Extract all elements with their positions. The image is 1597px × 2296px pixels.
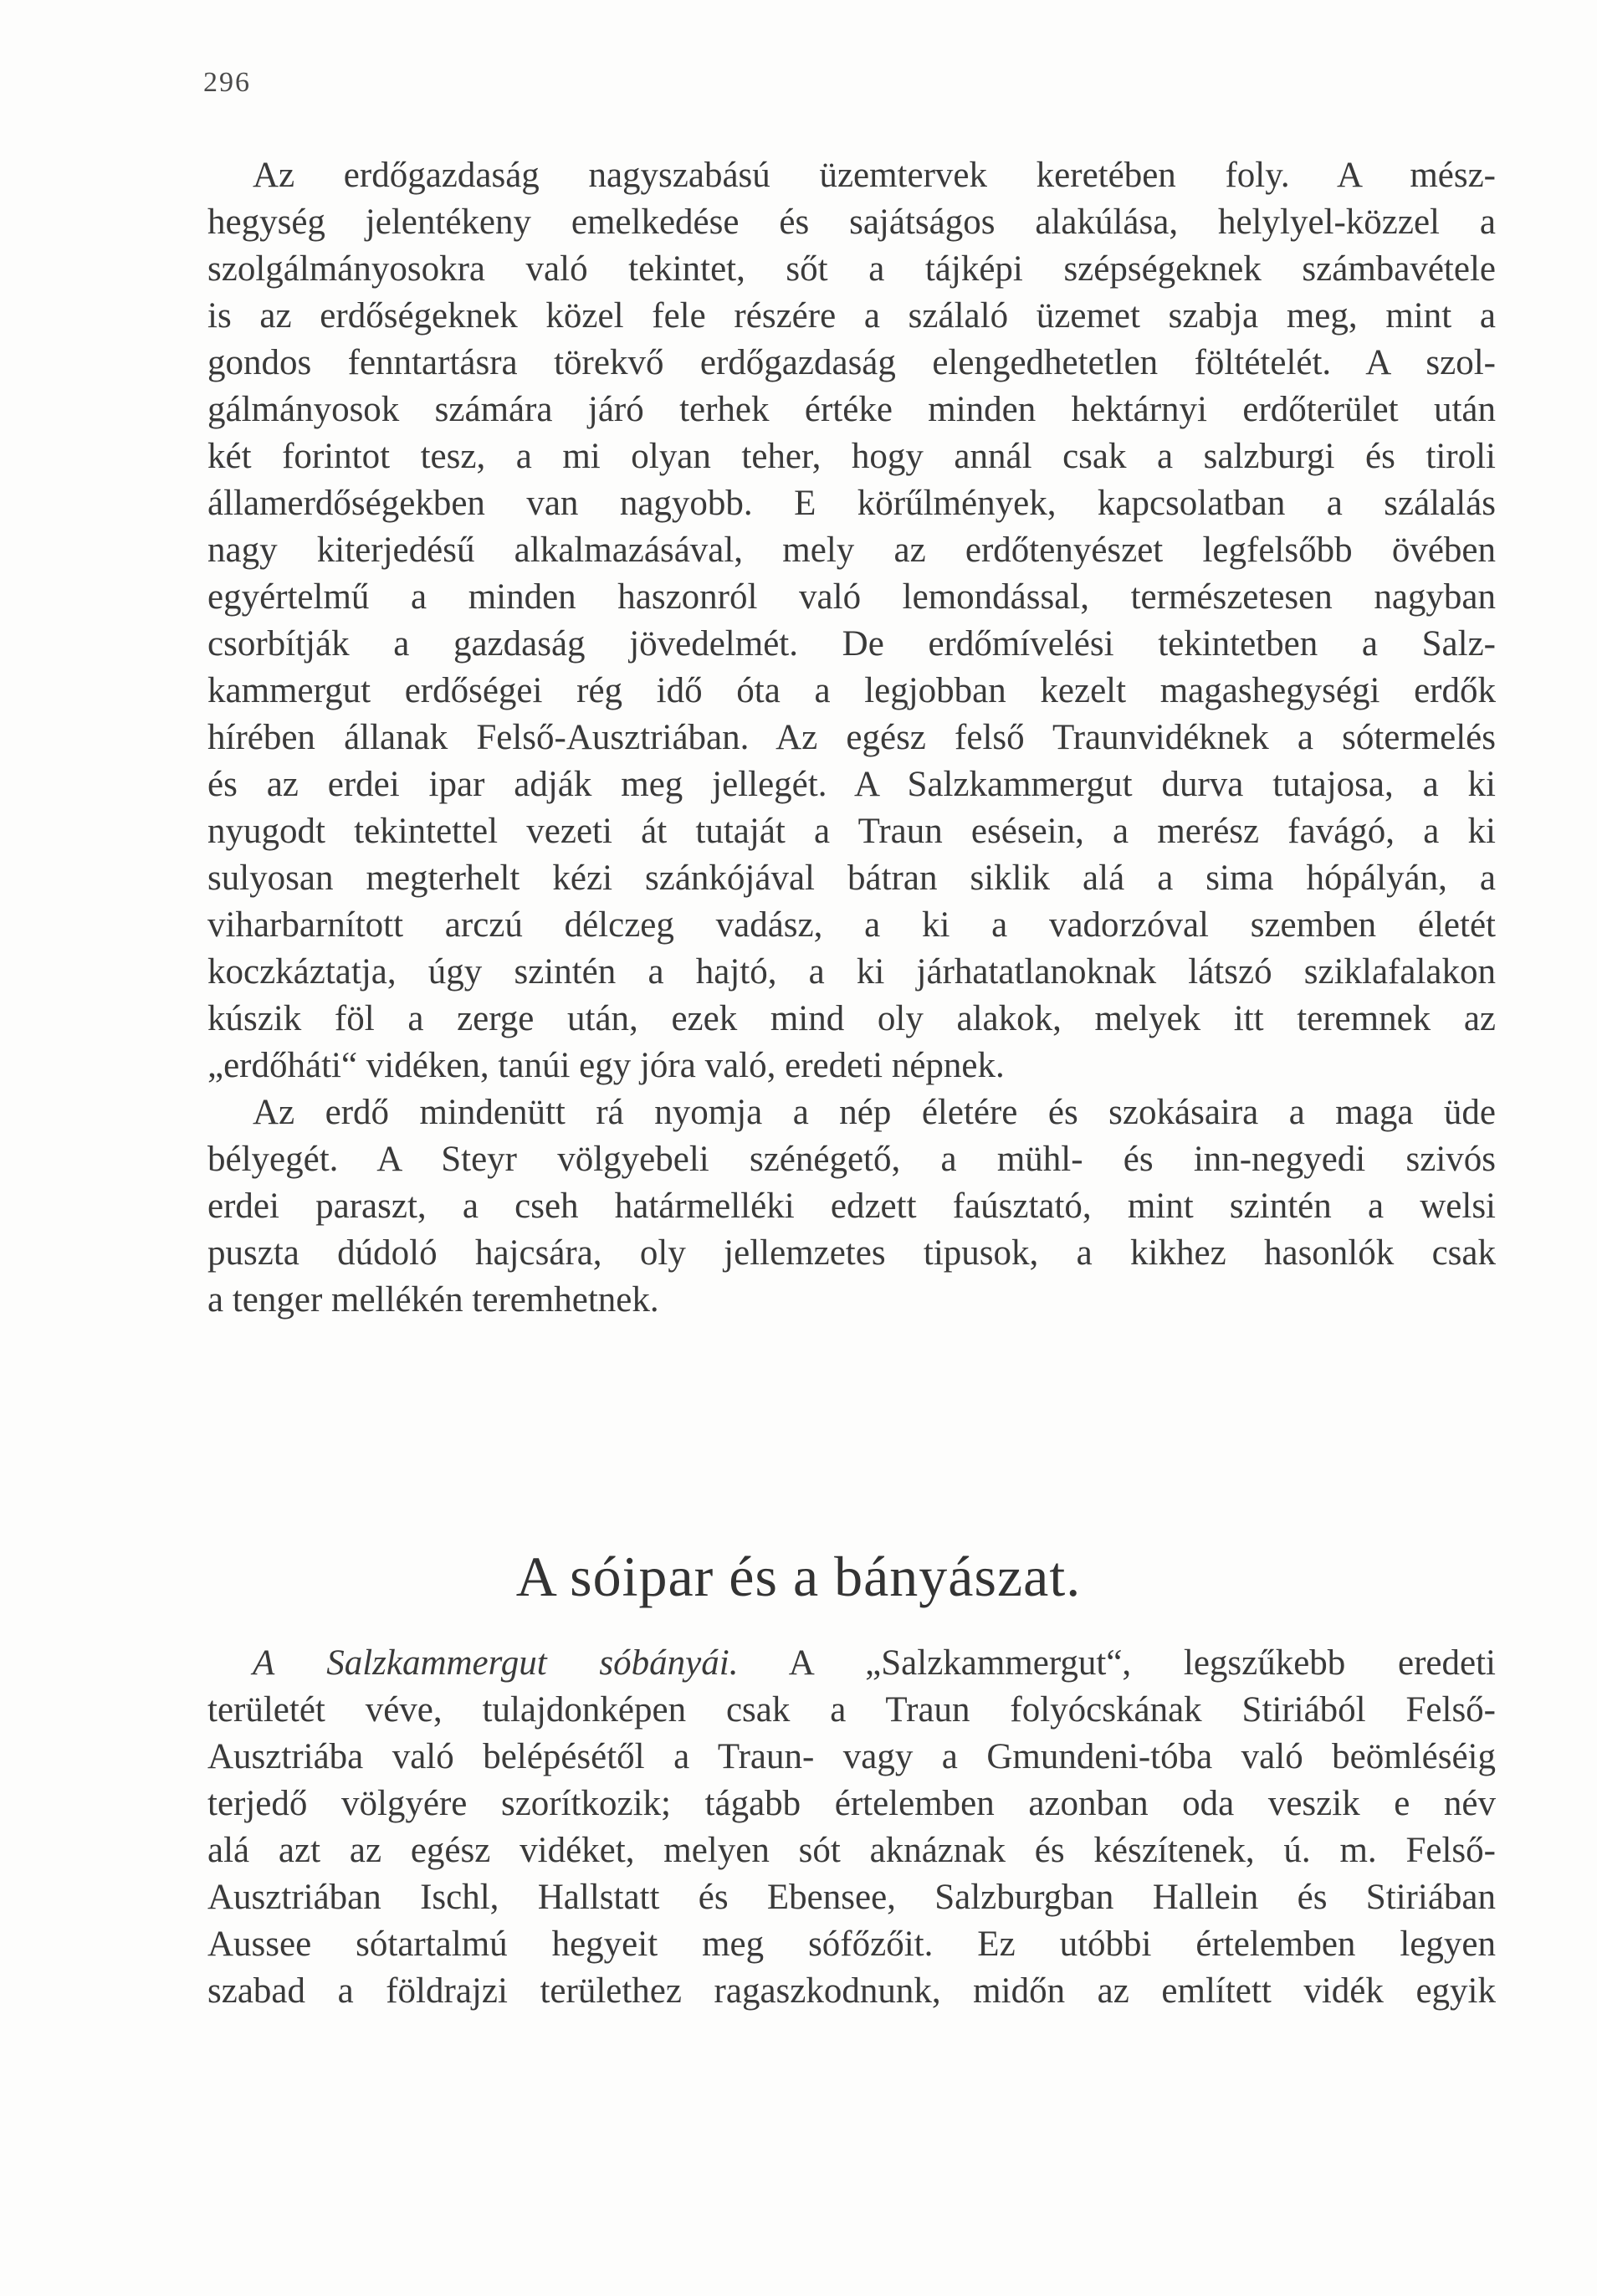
text-line: viharbarnított arczú délczeg vadász, a ki a vadorzóval szemben életét (207, 905, 1496, 945)
text-line: kammergut erdőségei rég idő óta a legjobban kezelt magashegységi erdők (207, 671, 1496, 710)
first-line-rest: A „Salzkammergut“, legszűkebb eredeti (788, 1643, 1496, 1683)
text-line: két forintot tesz, a mi olyan teher, hogy annál csak a salzburgi és tiroli (207, 437, 1496, 476)
paragraph (207, 152, 1496, 1089)
text-line: gálmányosok számára járó terhek értéke minden hektárnyi erdőterület után (207, 390, 1496, 429)
text-line: egyértelmű a minden haszonról való lemondással, természetesen nagyban (207, 577, 1496, 617)
text-line: szolgálmányosokra való tekintet, sőt a tájképi szépségeknek számbavétele (207, 249, 1496, 289)
text-line: Ausztriába való belépésétől a Traun- vagy a Gmundeni-tóba való beömléséig (207, 1737, 1496, 1776)
text-line: Ausztriában Ischl, Hallstatt és Ebensee, Salzburgban Hallein és Stiriában (207, 1878, 1496, 1917)
text-line: alá azt az egész vidéket, melyen sót aknáznak és készítenek, ú. m. Felső- (207, 1831, 1496, 1870)
italic-lead: A Salzkammergut sóbányái. (253, 1643, 739, 1683)
text-line: puszta dúdoló hajcsára, oly jellemzetes tipusok, a kikhez hasonlók csak (207, 1233, 1496, 1273)
text-line: koczkáztatja, úgy szintén a hajtó, a ki járhatatlanoknak látszó sziklafalakon (207, 952, 1496, 992)
text-line: gondos fenntartásra törekvő erdőgazdaság elengedhetetlen föltételét. A szol- (207, 343, 1496, 382)
text-line (207, 1640, 1496, 1687)
text-line: is az erdőségeknek közel fele részére a szálaló üzemet szabja meg, mint a (207, 296, 1496, 336)
section-heading: A sóipar és a bányászat. (515, 1545, 1082, 1608)
text-line: Aussee sótartalmú hegyeit meg sófőzőit. Ez utóbbi értelemben legyen (207, 1924, 1496, 1964)
body-text (207, 152, 1496, 1324)
text-line: hegység jelentékeny emelkedése és sajátságos alakúlása, helylyel-közzel a (207, 202, 1496, 242)
section-text (207, 1640, 1496, 2015)
text-line: a tenger mellékén teremhetnek. (207, 1280, 659, 1320)
text-line: „erdőháti“ vidéken, tanúi egy jóra való, eredeti népnek. (207, 1046, 1005, 1085)
text-line: nyugodt tekintettel vezeti át tutaját a Traun esésein, a merész favágó, a ki (207, 812, 1496, 851)
text-line: bélyegét. A Steyr völgyebeli szénégető, a mühl- és inn-negyedi szivós (207, 1140, 1496, 1179)
text-line: Az erdőgazdaság nagyszabású üzemtervek keretében foly. A mész- (253, 156, 1496, 195)
page-number: 296 (203, 67, 251, 98)
text-line: államerdőségekben van nagyobb. E körűlmények, kapcsolatban a szálalás (207, 484, 1496, 523)
text-line: csorbítják a gazdaság jövedelmét. De erdőmívelési tekintetben a Salz- (207, 624, 1496, 664)
text-line: és az erdei ipar adják meg jellegét. A Salzkammergut durva tutajosa, a ki (207, 765, 1496, 804)
text-line: Az erdő mindenütt rá nyomja a nép életére és szokásaira a maga üde (253, 1093, 1496, 1132)
text-line: szabad a földrajzi területhez ragaszkodnunk, midőn az említett vidék egyik (207, 1971, 1496, 2011)
text-line: hírében állanak Felső-Ausztriában. Az egész felső Traunvidéknek a sótermelés (207, 718, 1496, 757)
text-line: erdei paraszt, a cseh határmelléki edzett faúsztató, mint szintén a welsi (207, 1186, 1496, 1226)
text-line: területét véve, tulajdonképen csak a Traun folyócskának Stiriából Felső- (207, 1690, 1496, 1730)
paragraph (207, 1089, 1496, 1324)
text-line: kúszik föl a zerge után, ezek mind oly alakok, melyek itt teremnek az (207, 999, 1496, 1038)
text-line: nagy kiterjedésű alkalmazásával, mely az erdőtenyészet legfelsőbb övében (207, 530, 1496, 570)
text-line: sulyosan megterhelt kézi szánkójával bátran siklik alá a sima hópályán, a (207, 858, 1496, 898)
text-line: terjedő völgyére szorítkozik; tágabb értelemben azonban oda veszik e név (207, 1784, 1496, 1823)
